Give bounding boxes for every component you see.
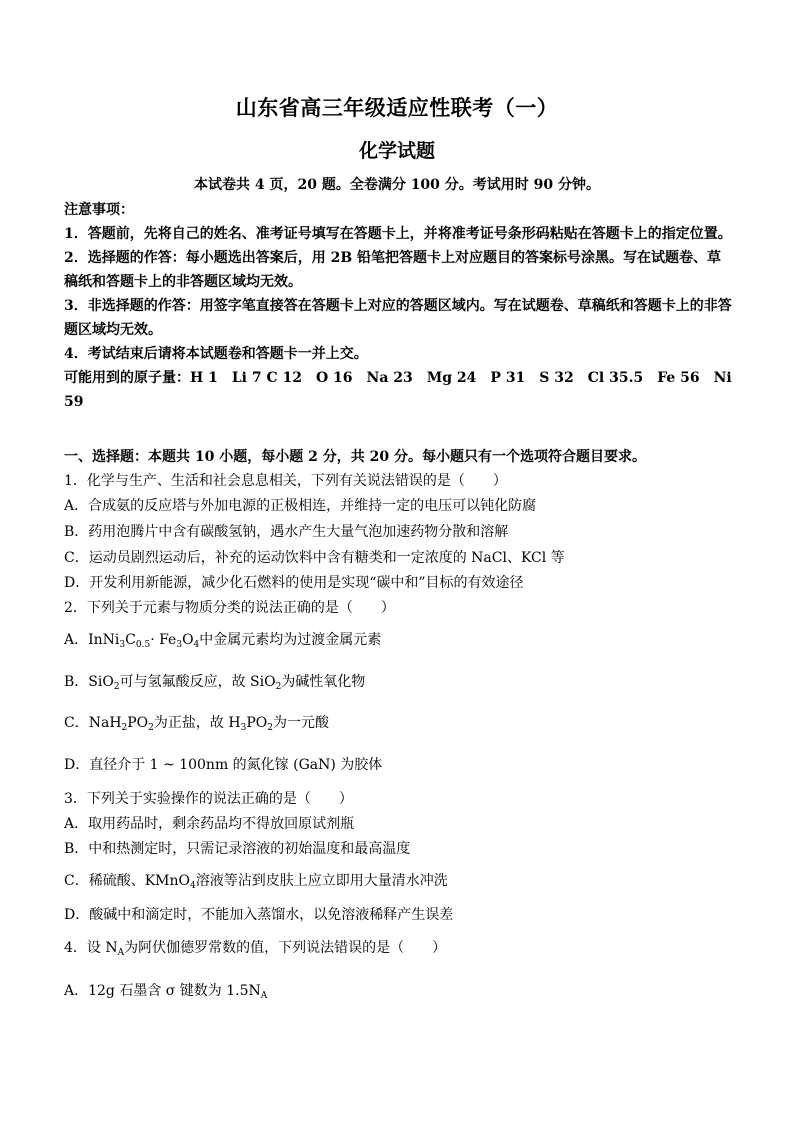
note-item-2: 2．选择题的作答：每小题选出答案后，用 2B 铅笔把答题卡上对应题目的答案标号涂黑。写在试题卷、草稿纸和答题卡上的非答题区域均无效。	[64, 250, 722, 290]
q3-stem: 3．下列关于实验操作的说法正确的是（ ）	[64, 791, 353, 807]
q2-option-b: B．SiO$_2$可与氢氟酸反应，故 SiO$_2$为碱性氧化物	[64, 674, 366, 692]
q4-stem: 4．设 $N_A$为阿伏伽德罗常数的值，下列说法错误的是（ ）	[64, 940, 447, 958]
q1-option-d: D．开发利用新能源，减少化石燃料的使用是实现“碳中和”目标的有效途径	[64, 575, 524, 591]
exam-info: 本试卷共 4 页，20 题。全卷满分 100 分。考试用时 90 分钟。	[193, 177, 601, 193]
q3-option-c: C．稀硫酸、KMnO$_4$溶液等沾到皮肤上应立即用大量清水冲洗	[64, 873, 448, 891]
notes-section	[64, 198, 734, 414]
q3-option-b: B．中和热测定时，只需记录溶液的初始温度和最高温度	[64, 841, 411, 857]
q1-option-a: A．合成氨的反应塔与外加电源的正极相连，并维持一定的电压可以钝化防腐	[64, 498, 537, 514]
q2-option-a: A．$InNi_3C_{0.5}\cdot Fe_3O_4$中金属元素均为过渡金属元素	[64, 632, 382, 650]
section-1-heading: 一、选择题：本题共 10 小题，每小题 2 分，共 20 分。每小题只有一个选项符合题目要求。	[64, 449, 646, 465]
q3-option-a: A．取用药品时，剩余药品均不得放回原试剂瓶	[64, 816, 355, 832]
q1-option-c: C．运动员剧烈运动后，补充的运动饮料中含有糖类和一定浓度的 NaCl、KCl 等	[64, 550, 565, 566]
q2-option-d: D．直径介于 1 ~ 100nm 的氮化镓 (GaN) 为胶体	[64, 757, 383, 773]
q4-option-a: A．12g 石墨含 σ 键数为 $1.5N_A$	[64, 983, 268, 1001]
q1-option-b: B．药用泡腾片中含有碳酸氢钠，遇水产生大量气泡加速药物分散和溶解	[64, 524, 509, 540]
q3-option-d: D．酸碱中和滴定时，不能加入蒸馏水，以免溶液稀释产生误差	[64, 907, 454, 923]
exam-subject: 化学试题	[358, 140, 435, 162]
exam-title: 山东省高三年级适应性联考（一）	[235, 95, 559, 120]
notes-heading: 注意事项：	[64, 202, 134, 218]
note-item-1: 1．答题前，先将自己的姓名、准考证号填写在答题卡上，并将准考证号条形码粘贴在答题卡上的指定位置。	[64, 226, 732, 242]
atomic-masses: 可能用到的原子量：H 1 Li 7 C 12 O 16 Na 23 Mg 24 P 31 S 32 Cl 35.5 Fe 56 Ni 59	[64, 370, 732, 410]
note-item-3: 3．非选择题的作答：用签字笔直接答在答题卡上对应的答题区域内。写在试题卷、草稿纸和答题卡上的非答题区域均无效。	[64, 298, 732, 338]
q2-option-c: C．$NaH_2PO_2$为正盐，故 $H_3PO_2$为一元酸	[64, 715, 329, 733]
q2-stem: 2．下列关于元素与物质分类的说法正确的是（ ）	[64, 600, 395, 616]
note-item-4: 4．考试结束后请将本试题卷和答题卡一并上交。	[64, 346, 368, 362]
q1-stem: 1．化学与生产、生活和社会息息相关，下列有关说法错误的是（ ）	[64, 473, 507, 489]
